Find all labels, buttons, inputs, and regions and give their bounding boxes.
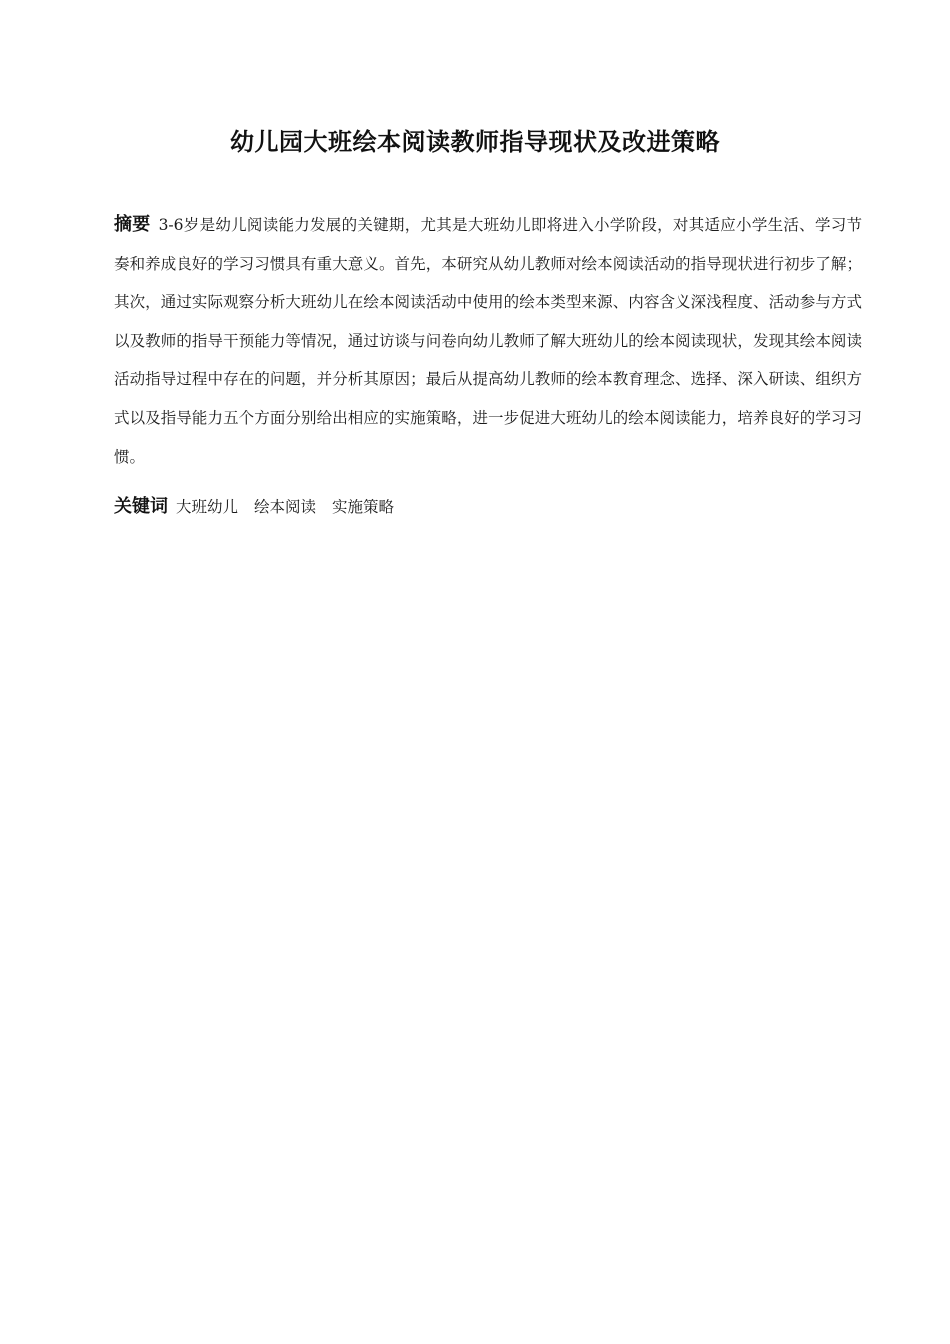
abstract-label: 摘要 bbox=[114, 214, 151, 235]
keyword-item: 实施策略 bbox=[332, 498, 395, 516]
abstract-paragraph bbox=[114, 206, 862, 476]
keyword-item: 大班幼儿 bbox=[176, 498, 239, 516]
keywords-line bbox=[114, 490, 862, 524]
keyword-item: 绘本阅读 bbox=[254, 498, 317, 516]
keywords-label: 关键词 bbox=[114, 496, 168, 517]
abstract-text: 3-6岁是幼儿阅读能力发展的关键期，尤其是大班幼儿即将进入小学阶段，对其适应小学生活、学习节奏和养成良好的学习习惯具有重大意义。首先，本研究从幼儿教师对绘本阅读活动的指导现状进行初步了解；其次，通过实际观察分析大班幼儿在绘本阅读活动中使用的绘本类型来源、内容含义深浅程度、活动参与方式以及教师的指导干预能力等情况，通过访谈与问卷向幼儿教师了解大班幼儿的绘本阅读现状，发现其绘本阅读活动指导过程中存在的问题，并分析其原因；最后从提高幼儿教师的绘本教育理念、选择、深入研读、组织方式以及指导能力五个方面分别给出相应的实施策略，进一步促进大班幼儿的绘本阅读能力，培养良好的学习习惯。 bbox=[114, 216, 863, 466]
paper-title: 幼儿园大班绘本阅读教师指导现状及改进策略 bbox=[230, 128, 720, 156]
